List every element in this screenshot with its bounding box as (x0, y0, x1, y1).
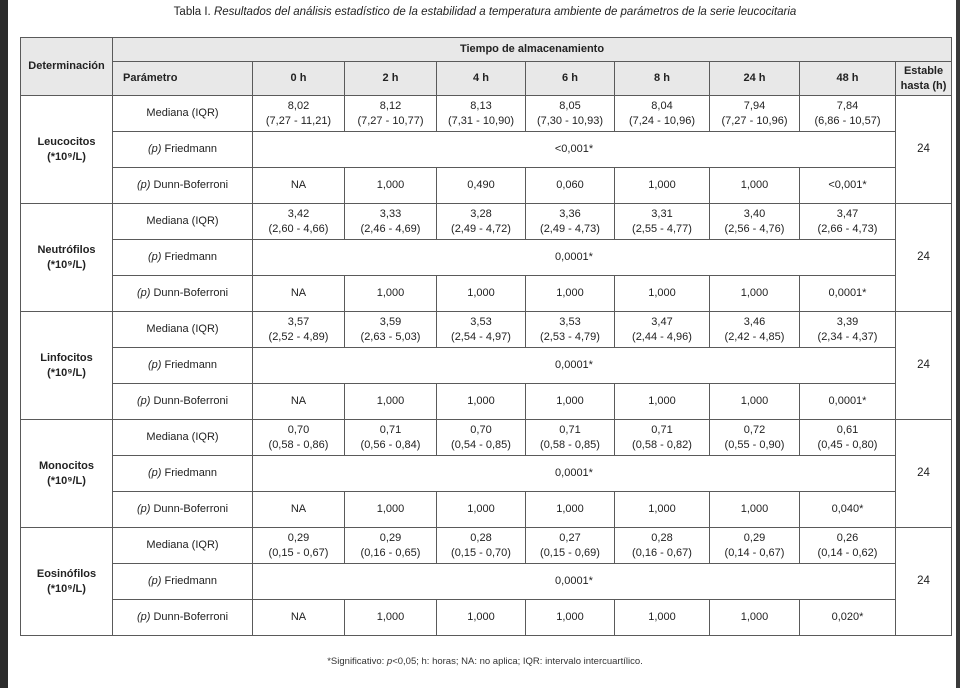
param-dunn (113, 168, 253, 204)
p-label: (p) (136, 179, 151, 191)
p-label: (p) (136, 395, 151, 407)
iqr-value: (0,16 - 0,67) (632, 546, 692, 559)
group-cell (21, 204, 113, 312)
left-edge-bar (0, 0, 8, 688)
header-estable-line1: Estable (903, 64, 944, 77)
median-cell (800, 204, 896, 240)
param-mediana (113, 528, 253, 564)
median-cell (615, 528, 710, 564)
table-row (21, 96, 952, 132)
p-label: (p) (147, 467, 162, 479)
iqr-value: (0,15 - 0,69) (540, 546, 600, 559)
group-name: Monocitos (39, 459, 94, 472)
median-value: 0,72 (743, 423, 766, 436)
friedmann-value: 0,0001* (253, 348, 896, 384)
median-value: 0,71 (379, 423, 402, 436)
dunn-value: <0,001* (800, 168, 896, 204)
group-unit: (*10⁹/L) (47, 150, 86, 163)
median-cell (437, 312, 526, 348)
param-mediana (113, 204, 253, 240)
iqr-value: (2,49 - 4,73) (540, 222, 600, 235)
param-label: Dunn-Boferroni (153, 179, 229, 191)
friedmann-value: <0,001* (253, 132, 896, 168)
median-cell (615, 96, 710, 132)
iqr-value: (0,56 - 0,84) (360, 438, 421, 451)
p-label: (p) (136, 287, 151, 299)
median-value: 0,27 (559, 531, 581, 544)
iqr-value: (7,24 - 10,96) (628, 114, 696, 127)
table-row (21, 420, 952, 456)
table-row (21, 204, 952, 240)
group-cell (21, 96, 113, 204)
group-cell (21, 312, 113, 420)
group-unit: (*10⁹/L) (47, 474, 86, 487)
table-row (21, 168, 952, 204)
table-body (21, 96, 952, 636)
median-value: 3,36 (559, 207, 581, 220)
median-value: 3,42 (287, 207, 310, 220)
dunn-value: 1,000 (526, 276, 615, 312)
table-row (21, 492, 952, 528)
median-cell (437, 204, 526, 240)
friedmann-value: 0,0001* (253, 456, 896, 492)
median-value: 7,84 (836, 99, 859, 112)
p-label: (p) (147, 575, 162, 587)
median-cell (800, 312, 896, 348)
p-label: (p) (136, 611, 151, 623)
dunn-value: 1,000 (345, 492, 437, 528)
iqr-value: (7,30 - 10,93) (536, 114, 604, 127)
param-friedmann (113, 456, 253, 492)
p-label: (p) (147, 359, 162, 371)
header-parametro: Parámetro (113, 62, 253, 96)
dunn-value: 0,020* (800, 600, 896, 636)
param-label: Dunn-Boferroni (153, 611, 229, 623)
group-name: Eosinófilos (36, 567, 97, 580)
dunn-value: NA (253, 276, 345, 312)
param-label: Mediana (IQR) (146, 431, 219, 443)
stable-cell: 24 (896, 204, 952, 312)
footnote-part2: <0,05; h: horas; NA: no aplica; IQR: intervalo intercuartílico. (392, 656, 643, 667)
group-name: Neutrófilos (37, 243, 96, 256)
iqr-value: (2,42 - 4,85) (724, 330, 785, 343)
median-cell (710, 528, 800, 564)
median-cell (345, 312, 437, 348)
stable-cell: 24 (896, 312, 952, 420)
dunn-value: 1,000 (526, 384, 615, 420)
iqr-value: (7,31 - 10,90) (447, 114, 515, 127)
iqr-value: (2,44 - 4,96) (632, 330, 692, 343)
dunn-value: NA (253, 600, 345, 636)
median-value: 0,26 (836, 531, 859, 544)
friedmann-value: 0,0001* (253, 240, 896, 276)
median-value: 0,71 (651, 423, 673, 436)
iqr-value: (2,66 - 4,73) (817, 222, 878, 235)
median-value: 3,31 (651, 207, 673, 220)
median-value: 3,40 (743, 207, 766, 220)
median-value: 8,04 (651, 99, 673, 112)
median-value: 0,28 (651, 531, 673, 544)
dunn-value: 1,000 (437, 492, 526, 528)
param-friedmann (113, 348, 253, 384)
group-name: Leucocitos (37, 135, 96, 148)
header-time-24h: 24 h (710, 62, 800, 96)
param-label: Dunn-Boferroni (153, 395, 229, 407)
p-label: (p) (136, 503, 151, 515)
iqr-value: (2,34 - 4,37) (817, 330, 878, 343)
param-mediana (113, 96, 253, 132)
dunn-value: 1,000 (710, 600, 800, 636)
dunn-value: 1,000 (615, 600, 710, 636)
median-value: 3,46 (743, 315, 766, 328)
median-cell (253, 528, 345, 564)
median-value: 0,28 (470, 531, 492, 544)
iqr-value: (2,49 - 4,72) (451, 222, 511, 235)
median-cell (526, 96, 615, 132)
p-label: (p) (147, 251, 162, 263)
median-value: 0,29 (743, 531, 766, 544)
median-cell (710, 312, 800, 348)
param-label: Dunn-Boferroni (153, 503, 229, 515)
param-dunn (113, 276, 253, 312)
median-value: 3,57 (287, 315, 310, 328)
param-friedmann (113, 240, 253, 276)
stability-table (20, 37, 952, 636)
footnote-p: p (386, 656, 393, 667)
median-value: 0,61 (836, 423, 859, 436)
table-row (21, 456, 952, 492)
param-mediana (113, 312, 253, 348)
param-label: Friedmann (164, 575, 218, 587)
header-time-4h: 4 h (437, 62, 526, 96)
median-cell (526, 204, 615, 240)
dunn-value: 0,0001* (800, 276, 896, 312)
median-cell (437, 420, 526, 456)
table-row (21, 384, 952, 420)
group-cell (21, 528, 113, 636)
header-estable-line2: hasta (h) (900, 79, 947, 92)
dunn-value: 1,000 (710, 384, 800, 420)
median-cell (345, 528, 437, 564)
dunn-value: 1,000 (437, 600, 526, 636)
iqr-value: (0,15 - 0,70) (451, 546, 511, 559)
dunn-value: 1,000 (615, 168, 710, 204)
header-time-48h: 48 h (800, 62, 896, 96)
stable-cell: 24 (896, 528, 952, 636)
iqr-value: (7,27 - 10,77) (357, 114, 424, 127)
dunn-value: 1,000 (345, 384, 437, 420)
dunn-value: 1,000 (345, 168, 437, 204)
median-value: 0,29 (379, 531, 402, 544)
dunn-value: NA (253, 384, 345, 420)
median-cell (800, 420, 896, 456)
median-value: 3,53 (559, 315, 581, 328)
iqr-value: (2,60 - 4,66) (268, 222, 329, 235)
friedmann-value: 0,0001* (253, 564, 896, 600)
dunn-value: 1,000 (437, 276, 526, 312)
dunn-value: NA (253, 492, 345, 528)
param-friedmann (113, 564, 253, 600)
median-cell (526, 420, 615, 456)
dunn-value: 1,000 (437, 384, 526, 420)
stable-cell: 24 (896, 420, 952, 528)
iqr-value: (2,52 - 4,89) (268, 330, 329, 343)
iqr-value: (2,46 - 4,69) (360, 222, 421, 235)
p-label: (p) (147, 143, 162, 155)
dunn-value: 0,060 (526, 168, 615, 204)
param-label: Mediana (IQR) (146, 539, 219, 551)
median-value: 7,94 (743, 99, 766, 112)
dunn-value: 1,000 (615, 384, 710, 420)
median-value: 3,33 (379, 207, 402, 220)
header-tiempo: Tiempo de almacenamiento (113, 38, 952, 62)
group-name: Linfocitos (40, 351, 93, 364)
dunn-value: 1,000 (345, 276, 437, 312)
dunn-value: 0,490 (437, 168, 526, 204)
dunn-value: 1,000 (345, 600, 437, 636)
median-value: 8,02 (287, 99, 310, 112)
header-time-8h: 8 h (615, 62, 710, 96)
stable-cell: 24 (896, 96, 952, 204)
table-row (21, 600, 952, 636)
param-mediana (113, 420, 253, 456)
group-cell (21, 420, 113, 528)
median-value: 3,39 (836, 315, 859, 328)
dunn-value: 0,040* (800, 492, 896, 528)
median-cell (615, 420, 710, 456)
group-unit: (*10⁹/L) (47, 258, 86, 271)
dunn-value: 1,000 (710, 168, 800, 204)
iqr-value: (0,58 - 0,85) (540, 438, 600, 451)
iqr-value: (0,55 - 0,90) (724, 438, 785, 451)
median-cell (615, 312, 710, 348)
param-label: Mediana (IQR) (146, 107, 219, 119)
param-label: Friedmann (164, 467, 218, 479)
dunn-value: 1,000 (710, 492, 800, 528)
median-cell (437, 528, 526, 564)
iqr-value: (0,45 - 0,80) (817, 438, 878, 451)
table-row (21, 564, 952, 600)
median-value: 8,12 (379, 99, 402, 112)
iqr-value: (0,15 - 0,67) (268, 546, 329, 559)
median-value: 3,28 (470, 207, 492, 220)
table-row (21, 348, 952, 384)
param-label: Dunn-Boferroni (153, 287, 229, 299)
dunn-value: 1,000 (615, 276, 710, 312)
median-cell (710, 204, 800, 240)
median-value: 0,70 (470, 423, 492, 436)
param-dunn (113, 384, 253, 420)
param-label: Friedmann (164, 143, 218, 155)
iqr-value: (6,86 - 10,57) (814, 114, 881, 127)
table-row (21, 240, 952, 276)
median-cell (345, 420, 437, 456)
footnote (20, 656, 950, 667)
dunn-value: 1,000 (615, 492, 710, 528)
median-cell (710, 420, 800, 456)
table-row (21, 312, 952, 348)
median-cell (800, 96, 896, 132)
iqr-value: (0,54 - 0,85) (451, 438, 511, 451)
table-caption (20, 6, 950, 18)
dunn-value: NA (253, 168, 345, 204)
header-estable (896, 62, 952, 96)
table-row (21, 132, 952, 168)
param-dunn (113, 492, 253, 528)
median-cell (710, 96, 800, 132)
iqr-value: (0,16 - 0,65) (360, 546, 421, 559)
param-label: Mediana (IQR) (146, 215, 219, 227)
iqr-value: (7,27 - 11,21) (265, 114, 332, 127)
dunn-value: 1,000 (710, 276, 800, 312)
iqr-value: (7,27 - 10,96) (721, 114, 788, 127)
median-value: 8,13 (470, 99, 492, 112)
median-cell (345, 96, 437, 132)
iqr-value: (0,58 - 0,86) (268, 438, 329, 451)
median-value: 8,05 (559, 99, 581, 112)
header-determinacion: Determinación (21, 38, 113, 96)
median-value: 0,29 (287, 531, 310, 544)
header-time-6h: 6 h (526, 62, 615, 96)
param-label: Friedmann (164, 251, 218, 263)
iqr-value: (2,56 - 4,76) (724, 222, 785, 235)
group-unit: (*10⁹/L) (47, 582, 86, 595)
median-cell (437, 96, 526, 132)
param-dunn (113, 600, 253, 636)
iqr-value: (0,14 - 0,67) (724, 546, 785, 559)
median-cell (800, 528, 896, 564)
median-cell (345, 204, 437, 240)
median-cell (526, 528, 615, 564)
median-value: 0,70 (287, 423, 310, 436)
median-cell (253, 96, 345, 132)
group-unit: (*10⁹/L) (47, 366, 86, 379)
iqr-value: (2,54 - 4,97) (451, 330, 511, 343)
dunn-value: 0,0001* (800, 384, 896, 420)
iqr-value: (0,14 - 0,62) (817, 546, 878, 559)
median-cell (615, 204, 710, 240)
median-value: 3,47 (836, 207, 859, 220)
param-label: Mediana (IQR) (146, 323, 219, 335)
header-time-2h: 2 h (345, 62, 437, 96)
footnote-part1: *Significativo: (327, 656, 387, 667)
dunn-value: 1,000 (526, 600, 615, 636)
right-edge-bar (956, 0, 960, 688)
caption-label: Tabla I. (173, 6, 211, 18)
header-time-0h: 0 h (253, 62, 345, 96)
caption-title: Resultados del análisis estadístico de la estabilidad a temperatura ambiente de parámetros de la serie leucocitaria (213, 6, 797, 18)
param-friedmann (113, 132, 253, 168)
iqr-value: (2,55 - 4,77) (632, 222, 692, 235)
median-value: 3,53 (470, 315, 492, 328)
table-row (21, 528, 952, 564)
iqr-value: (2,53 - 4,79) (540, 330, 600, 343)
median-value: 0,71 (559, 423, 581, 436)
param-label: Friedmann (164, 359, 218, 371)
median-value: 3,47 (651, 315, 673, 328)
median-cell (526, 312, 615, 348)
table-row (21, 276, 952, 312)
median-cell (253, 420, 345, 456)
median-value: 3,59 (379, 315, 402, 328)
median-cell (253, 204, 345, 240)
iqr-value: (2,63 - 5,03) (360, 330, 421, 343)
dunn-value: 1,000 (526, 492, 615, 528)
iqr-value: (0,58 - 0,82) (632, 438, 692, 451)
median-cell (253, 312, 345, 348)
